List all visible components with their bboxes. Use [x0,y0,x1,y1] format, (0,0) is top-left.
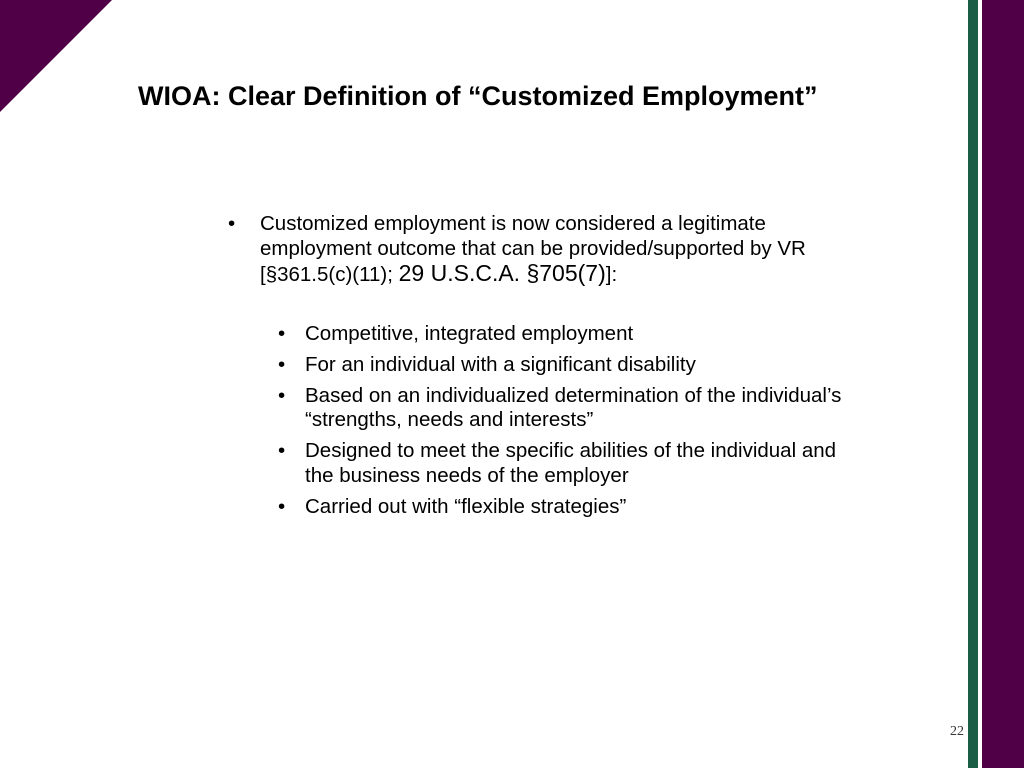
bullet-icon: • [278,383,286,407]
sub-bullet [278,384,865,433]
sub-bullet-text: Based on an individualized determination of the individual’s “strengths, needs and interests” [305,383,842,431]
sub-bullet [278,439,865,488]
bullet-icon: • [278,321,286,345]
slide-title: WIOA: Clear Definition of “Customized Employment” [138,81,818,111]
right-purple-band [982,0,1024,768]
sub-bullet-text: Competitive, integrated employment [305,321,634,345]
sub-bullet-list [226,322,866,520]
main-bullet [226,212,866,288]
bullet-icon: • [278,352,286,376]
sub-bullet-text: Designed to meet the specific abilities of the individual and the business needs of the employer [305,439,837,487]
main-bullet-citation: 29 U.S.C.A. §705(7) [398,260,606,286]
page-number: 22 [950,724,964,739]
corner-triangle-decoration [0,0,112,112]
sub-bullet-text: For an individual with a significant disability [305,352,696,376]
bullet-icon: • [228,212,236,235]
sub-bullet [278,353,865,378]
sub-bullet [278,495,865,520]
main-bullet-text: Customized employment is now considered a legitimate employment outcome that can be provided/supported by VR [§361.5(c)(11); [260,212,806,286]
sub-bullet-text: Carried out with “flexible strategies” [305,494,627,518]
right-green-stripe [968,0,978,768]
sub-bullet [278,322,865,347]
slide-body [226,212,866,526]
bullet-icon: • [278,439,286,462]
bullet-icon: • [278,494,286,518]
main-bullet-suffix: ]: [605,263,618,286]
